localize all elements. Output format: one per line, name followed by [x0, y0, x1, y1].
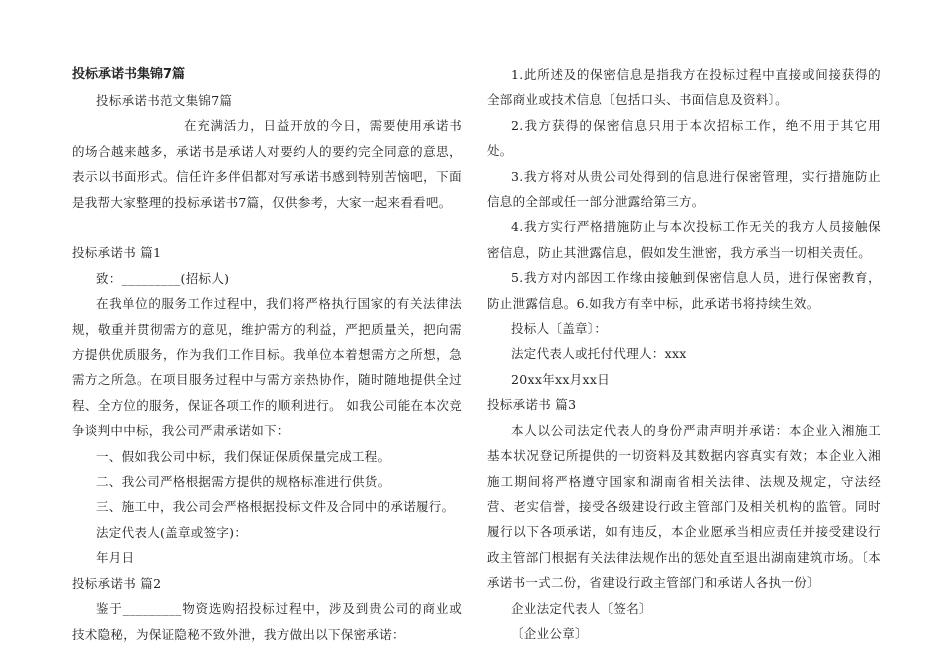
section-2-body: 鉴于_________物资选购招投标过程中，涉及到贵公司的商业或技术隐秘，为保证隐秘不致外泄，我方做出以下保密承诺：	[72, 601, 462, 642]
section-2-heading: 投标承诺书 篇2	[72, 575, 162, 591]
intro-paragraph: 在充满活力，日益开放的今日，需要使用承诺书的场合越来越多，承诺书是承诺人对要约人的要约完全同意的意思，表示以书面形式。信任许多伴侣都对写承诺书感到特别苦恼吧，下面是我帮大家整理的投标承诺书7篇，仅供参考，大家一起来看看吧。	[72, 118, 462, 210]
section-1-item-3: 三、施工中，我公司会严格根据投标文件及合同中的承诺履行。	[96, 499, 455, 515]
section-1-item-2: 二、我公司严格根据需方提供的规格标准进行供货。	[96, 474, 391, 490]
section-3-representative: 企业法定代表人〔签名〕	[511, 600, 652, 616]
section-2-item-5: 5.我方对内部因工作缘由接触到保密信息人员，进行保密教育，防止泄露信息。6.如我方有幸中标，此承诺书将持续生效。	[487, 270, 881, 311]
document-subtitle: 投标承诺书范文集锦7篇	[96, 93, 233, 108]
section-2-date: 20xx年xx月xx日	[511, 371, 611, 387]
section-2-bidder: 投标人〔盖章〕：	[511, 321, 608, 337]
section-2-item-2: 2.我方获得的保密信息只用于本次招标工作，绝不用于其它用处。	[487, 117, 881, 159]
section-1-date: 年月日	[96, 550, 135, 566]
section-2-item-4: 4.我方实行严格措施防止与本次投标工作无关的我方人员接触保密信息，防止其泄露信息，假如发生泄密，我方承当一切相关责任。	[487, 219, 881, 260]
spacer	[72, 215, 462, 240]
section-1-representative: 法定代表人(盖章或签字)：	[96, 524, 248, 540]
document-title: 投标承诺书集锦7篇	[72, 67, 186, 82]
section-1-heading: 投标承诺书 篇1	[72, 245, 162, 261]
section-3-seal: 〔企业公章〕	[511, 625, 588, 641]
section-1-salutation: 致：_________(招标人)	[96, 270, 230, 286]
section-2-representative: 法定代表人或托付代理人：xxx	[511, 346, 687, 362]
section-3-body: 本人以公司法定代表人的身份严肃声明并承诺：本企业入湘施工基本状况登记所提供的一切资料及其数据内容真实有效；本企业入湘施工期间将严格遵守国家和湖南省相关法律、法规及规定，守法经营、老实信誉，接受各级建设行政主管部门及相关机构的监管。同时履行以下各项承诺，如有违反，本企业愿承当相应责任并接受建设行政主管部门根据有关法律法规作出的惩处直至退出湖南建筑市场。〔本承诺书一式二份，省建设行政主管部门和承诺人各执一份〕	[487, 422, 881, 591]
right-column	[487, 62, 881, 646]
section-2-item-1: 1.此所述及的保密信息是指我方在投标过程中直接或间接获得的全部商业或技术信息〔包括口头、书面信息及资料〕。	[487, 67, 881, 108]
section-2-item-3: 3.我方将对从贵公司处得到的信息进行保密管理，实行措施防止信息的全部或任一部分泄露给第三方。	[487, 168, 881, 210]
section-1-body: 在我单位的服务工作过程中，我们将严格执行国家的有关法律法规，敬重并贯彻需方的意见，维护需方的利益，严把质量关，把向需方提供优质服务，作为我们工作目标。我单位本着想需方之所想，急需方之所急。在项目服务过程中与需方亲热协作，随时随地提供全过程、全方位的服务，保证各项工作的顺利进行。 如我公司能在本次竞争谈判中中标，我公司严肃承诺如下：	[72, 296, 462, 439]
left-column	[72, 62, 462, 647]
section-3-heading: 投标承诺书 篇3	[487, 397, 577, 413]
section-1-item-1: 一、假如我公司中标，我们保证保质保量完成工程。	[96, 448, 391, 464]
